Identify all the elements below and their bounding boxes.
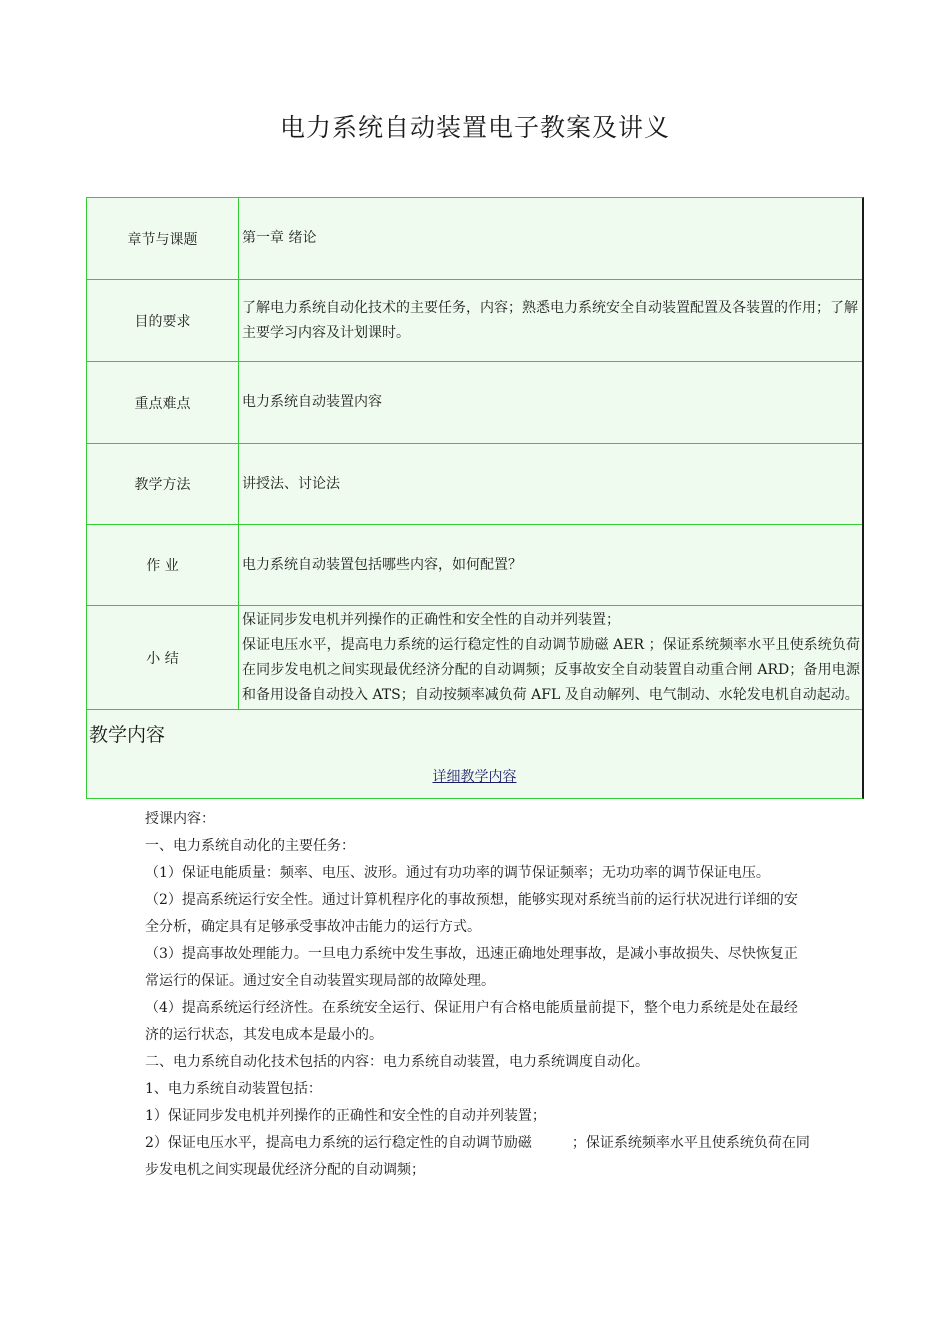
row-value (239, 606, 862, 709)
table-row-chapter (87, 198, 862, 280)
table-row-summary (87, 606, 862, 710)
row-label: 章节与课题 (87, 198, 239, 279)
document-title: 电力系统自动装置电子教案及讲义 (279, 113, 670, 142)
paragraph: 一、电力系统自动化的主要任务： (145, 838, 355, 854)
teaching-content-heading: 教学内容 (89, 724, 166, 746)
table-row-homework (87, 525, 862, 606)
summary-line: 保证电压水平，提高电力系统的运行稳定性的自动调节励磁 AER ；保证系统频率水平且使系统负荷在同步发电机之间实现最优经济分配的自动调频；反事故安全自动装置自动重合闸 ARD；备用电源和备用设备自动投入 ATS；自动按频率减负荷 AFL 及自动解列、电气制动、水轮发电机自动起动。 (242, 637, 860, 703)
detailed-content-link[interactable]: 详细教学内容 (432, 769, 517, 785)
summary-line: 保证同步发电机并列操作的正确性和安全性的自动并列装置； (242, 612, 620, 628)
row-value: 第一章 绪论 (242, 230, 317, 246)
lecture-body (145, 806, 810, 1184)
row-label: 小 结 (87, 606, 239, 709)
row-label: 目的要求 (87, 280, 239, 361)
paragraph: 二、电力系统自动化技术包括的内容：电力系统自动装置，电力系统调度自动化。 (145, 1054, 649, 1070)
paragraph (145, 1130, 810, 1184)
paragraph: 授课内容： (145, 811, 215, 827)
row-value: 了解电力系统自动化技术的主要任务，内容；熟悉电力系统安全自动装置配置及各装置的作用；了解主要学习内容及计划课时。 (242, 299, 858, 341)
paragraph: 1、电力系统自动装置包括： (145, 1081, 322, 1097)
table-row-method (87, 444, 862, 525)
row-value: 电力系统自动装置包括哪些内容，如何配置？ (242, 556, 522, 573)
row-label: 重点难点 (87, 362, 239, 443)
paragraph: （2）提高系统运行安全性。通过计算机程序化的事故预想，能够实现对系统当前的运行状况进行详细的安全分析，确定具有足够承受事故冲击能力的运行方式。 (145, 892, 798, 935)
paragraph: （3）提高事故处理能力。一旦电力系统中发生事故，迅速正确地处理事故，是减小事故损失、尽快恢复正常运行的保证。通过安全自动装置实现局部的故障处理。 (145, 946, 798, 989)
row-value: 讲授法、讨论法 (242, 475, 340, 492)
paragraph: （4）提高系统运行经济性。在系统安全运行、保证用户有合格电能质量前提下，整个电力系统是处在最经济的运行状态，其发电成本是最小的。 (145, 1000, 798, 1043)
lesson-plan-table (86, 197, 864, 799)
teaching-content-row (87, 710, 862, 798)
row-label: 作 业 (87, 525, 239, 605)
table-row-key-points (87, 362, 862, 444)
paragraph: （1）保证电能质量：频率、电压、波形。通过有功功率的调节保证频率；无功功率的调节保证电压。 (145, 865, 770, 881)
table-row-objectives (87, 280, 862, 362)
paragraph: 1）保证同步发电机并列操作的正确性和安全性的自动并列装置； (145, 1108, 546, 1124)
row-label: 教学方法 (87, 444, 239, 524)
paragraph-part: ；保证系统频率水平且使系统负荷在同步发电机之间实现最优经济分配的自动调频； (145, 1135, 810, 1178)
paragraph-part: 2）保证电压水平，提高电力系统的运行稳定性的自动调节励磁 (145, 1135, 532, 1151)
row-value: 电力系统自动装置内容 (242, 394, 382, 410)
